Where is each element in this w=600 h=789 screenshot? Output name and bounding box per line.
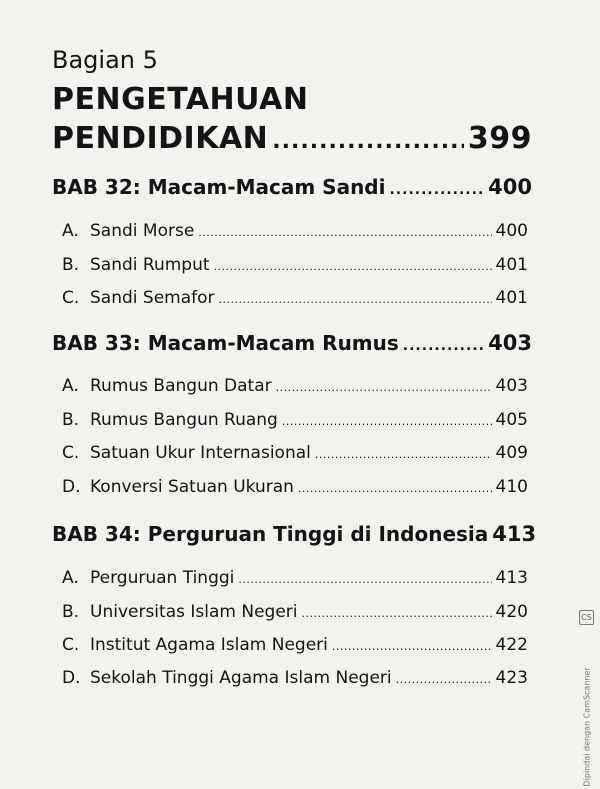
dot-leader <box>298 482 492 495</box>
dot-leader <box>315 448 492 461</box>
dot-leader <box>276 381 492 394</box>
entry-letter: B. <box>62 410 80 430</box>
part-label: Bagian 5 <box>52 46 158 74</box>
toc-entry <box>62 602 528 622</box>
toc-entry <box>62 635 528 655</box>
entry-page-number: 401 <box>495 255 528 275</box>
entry-page-number: 403 <box>495 376 528 396</box>
scanner-watermark <box>579 610 593 787</box>
entry-letter: C. <box>62 635 80 655</box>
entry-letter: D. <box>62 668 81 688</box>
toc-entry <box>62 288 528 308</box>
chapter-heading <box>52 331 532 355</box>
entry-title: Sandi Morse <box>90 221 195 241</box>
dot-leader <box>272 129 464 154</box>
entry-page-number: 422 <box>495 635 528 655</box>
entry-title: Sekolah Tinggi Agama Islam Negeri <box>90 668 392 688</box>
entry-title: Rumus Bangun Datar <box>90 376 272 396</box>
chapter-page-number: 413 <box>492 522 537 546</box>
entry-title: Perguruan Tinggi <box>90 568 235 588</box>
dot-leader <box>214 260 492 273</box>
entry-page-number: 423 <box>495 668 528 688</box>
chapter-heading <box>52 175 532 199</box>
toc-entry <box>62 410 528 430</box>
entry-letter: A. <box>62 221 79 241</box>
entry-page-number: 405 <box>495 410 528 430</box>
chapter-title: BAB 33: Macam-Macam Rumus <box>52 331 399 355</box>
entry-title: Sandi Rumput <box>90 255 210 275</box>
part-title-line2: PENDIDIKAN <box>52 121 269 156</box>
entry-title: Universitas Islam Negeri <box>90 602 298 622</box>
chapter-title: BAB 32: Macam-Macam Sandi <box>52 175 386 199</box>
toc-entry <box>62 376 528 396</box>
entry-title: Satuan Ukur Internasional <box>90 443 311 463</box>
entry-letter: D. <box>62 477 81 497</box>
entry-title: Institut Agama Islam Negeri <box>90 635 328 655</box>
entry-page-number: 420 <box>495 602 528 622</box>
entry-letter: B. <box>62 255 80 275</box>
entry-page-number: 400 <box>495 221 528 241</box>
dot-leader <box>389 182 484 198</box>
dot-leader <box>198 226 491 239</box>
dot-leader <box>403 338 484 354</box>
chapter-title: BAB 34: Perguruan Tinggi di Indonesia <box>52 522 489 546</box>
chapter-page-number: 400 <box>488 175 532 199</box>
entry-title: Rumus Bangun Ruang <box>90 410 278 430</box>
watermark-text: Dipindai dengan CamScanner <box>582 667 592 787</box>
dot-leader <box>282 415 492 428</box>
entry-page-number: 409 <box>495 443 528 463</box>
entry-title: Konversi Satuan Ukuran <box>90 477 294 497</box>
dot-leader <box>219 293 492 306</box>
entry-letter: A. <box>62 376 79 396</box>
dot-leader <box>396 673 492 686</box>
entry-title: Sandi Semafor <box>90 288 215 308</box>
dot-leader <box>238 573 491 586</box>
entry-page-number: 401 <box>495 288 528 308</box>
toc-entry <box>62 255 528 275</box>
toc-entry <box>62 568 528 588</box>
toc-entry <box>62 221 528 241</box>
part-title-line2-row <box>52 121 532 156</box>
toc-entry <box>62 668 528 688</box>
part-page-number: 399 <box>467 121 532 156</box>
entry-letter: A. <box>62 568 79 588</box>
toc-entry <box>62 477 528 497</box>
dot-leader <box>302 607 492 620</box>
entry-letter: C. <box>62 288 80 308</box>
chapter-page-number: 403 <box>488 331 532 355</box>
entry-page-number: 413 <box>495 568 528 588</box>
entry-letter: B. <box>62 602 80 622</box>
toc-entry <box>62 443 528 463</box>
entry-letter: C. <box>62 443 80 463</box>
chapter-heading <box>52 522 537 546</box>
dot-leader <box>332 640 492 653</box>
part-title-line1: PENGETAHUAN <box>52 82 309 117</box>
entry-page-number: 410 <box>495 477 528 497</box>
camscanner-logo-icon: CS <box>579 610 594 625</box>
